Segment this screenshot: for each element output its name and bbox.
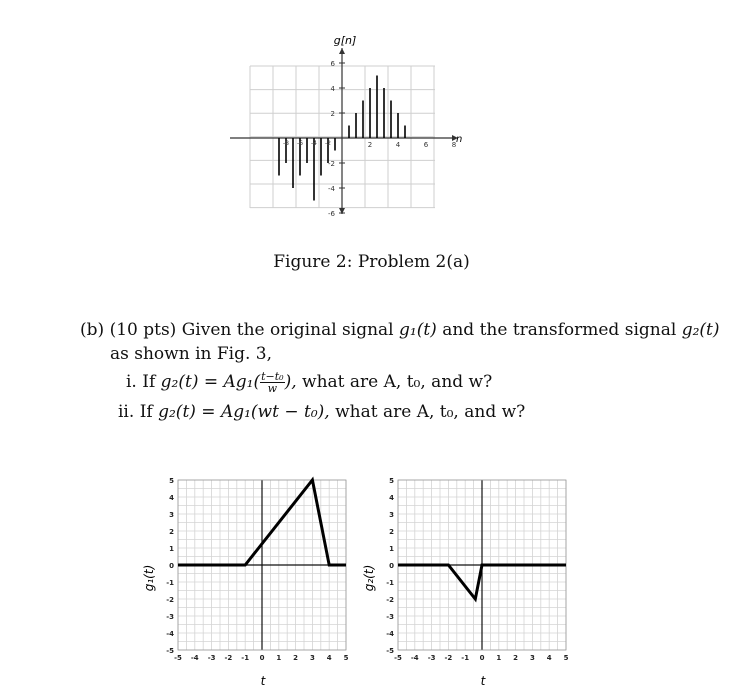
figure2-ylabel: g[n]	[333, 34, 357, 47]
subquestion-ii-question: what are A, t₀, and w?	[335, 402, 526, 422]
y-tick-label: -2	[386, 596, 394, 604]
y-tick-label: 4	[169, 494, 174, 502]
y-tick-label: 4	[330, 85, 335, 93]
x-tick-label: 2	[367, 141, 373, 149]
subquestion-i-eq-left: g₂(t) = Ag₁(	[160, 372, 261, 392]
x-tick-label: 2	[293, 654, 299, 662]
g2-tick-labels	[386, 477, 568, 662]
g1-ylabel: g₁(t)	[142, 564, 156, 592]
x-tick-label: -4	[190, 654, 199, 662]
y-tick-label: 6	[330, 60, 335, 68]
y-tick-label: -4	[166, 630, 174, 638]
y-tick-label: -5	[386, 647, 394, 655]
figure3-g2-plot	[360, 468, 575, 693]
figure2-tick-labels	[283, 60, 456, 218]
problem-b-label: (b)	[80, 320, 105, 340]
y-axis-arrow	[339, 48, 345, 54]
y-tick-label: -1	[386, 579, 394, 587]
y-tick-label: -4	[328, 185, 335, 193]
x-tick-label: 6	[423, 141, 429, 149]
g1-tick-labels	[166, 477, 348, 662]
y-tick-label: 5	[389, 477, 394, 485]
figure3-g1-plot	[140, 468, 355, 693]
problem-b-g1t: g₁(t)	[399, 320, 437, 340]
subquestion-i	[126, 370, 492, 394]
x-tick-label: 5	[563, 654, 569, 662]
x-tick-label: 0	[259, 654, 265, 662]
y-tick-label: 0	[389, 562, 394, 570]
y-tick-label: -3	[386, 613, 394, 621]
figure2-xlabel: n	[456, 134, 463, 145]
y-tick-label: 4	[389, 494, 394, 502]
figure2-caption: Figure 2: Problem 2(a)	[273, 252, 470, 272]
g2-xlabel: t	[480, 674, 486, 688]
figure2-stem-plot	[230, 28, 470, 218]
problem-b	[80, 318, 720, 342]
x-tick-label: -8	[283, 140, 289, 147]
y-tick-label: -5	[166, 647, 174, 655]
x-tick-label: -3	[427, 654, 436, 662]
figure2-axes	[230, 48, 458, 214]
subquestion-ii-eq: g₂(t) = Ag₁(wt − t₀),	[158, 402, 330, 422]
problem-b-line2: as shown in Fig. 3,	[110, 344, 273, 364]
x-tick-label: 3	[529, 654, 535, 662]
fraction-denominator: w	[267, 382, 278, 395]
x-tick-label: -4	[311, 140, 317, 147]
g1-xlabel: t	[260, 674, 266, 688]
x-tick-label: -2	[444, 654, 453, 662]
problem-b-points: (10 pts)	[109, 320, 177, 340]
fraction-numerator: t−t₀	[261, 370, 284, 383]
y-tick-label: 5	[169, 477, 174, 485]
y-tick-label: 0	[169, 562, 174, 570]
g2-ylabel: g₂(t)	[362, 564, 376, 592]
y-tick-label: 2	[169, 528, 174, 536]
y-tick-label: -2	[166, 596, 174, 604]
subquestion-i-question: what are A, t₀, and w?	[302, 372, 493, 392]
x-tick-label: -5	[394, 654, 402, 662]
x-tick-label: 0	[479, 654, 485, 662]
problem-b-text1: Given the original signal	[181, 320, 394, 340]
x-tick-label: -3	[207, 654, 216, 662]
x-tick-label: 4	[326, 654, 332, 662]
problem-b-g2t: g₂(t)	[681, 320, 720, 340]
y-tick-label: -4	[386, 630, 394, 638]
y-tick-label: -3	[166, 613, 174, 621]
x-tick-label: -5	[174, 654, 182, 662]
x-tick-label: 1	[276, 654, 282, 662]
x-tick-label: -2	[325, 140, 331, 147]
subquestion-ii-if: If	[139, 402, 153, 422]
x-tick-label: 4	[546, 654, 552, 662]
subquestion-i-eq-right: ),	[284, 372, 297, 392]
y-tick-label: 3	[389, 511, 394, 519]
y-tick-label: 1	[169, 545, 174, 553]
x-tick-label: 4	[395, 141, 401, 149]
x-tick-label: -1	[241, 654, 250, 662]
x-tick-label: 8	[451, 141, 457, 149]
problem-b-text2: and the transformed signal	[442, 320, 677, 340]
subquestion-ii-label: ii.	[118, 402, 135, 422]
x-tick-label: 5	[343, 654, 349, 662]
subquestion-i-if: If	[142, 372, 156, 392]
subquestion-i-label: i.	[126, 372, 137, 392]
y-tick-label: -6	[328, 210, 335, 218]
x-tick-label: 3	[309, 654, 315, 662]
x-tick-label: 1	[496, 654, 502, 662]
y-tick-label: -2	[328, 160, 335, 168]
subquestion-i-fraction	[260, 371, 284, 394]
y-tick-label: 1	[389, 545, 394, 553]
x-tick-label: -1	[461, 654, 470, 662]
y-tick-label: 2	[389, 528, 394, 536]
y-tick-label: 2	[330, 110, 335, 118]
subquestion-ii	[118, 400, 525, 424]
y-tick-label: 3	[169, 511, 174, 519]
x-tick-label: -4	[410, 654, 419, 662]
y-tick-label: -1	[166, 579, 174, 587]
x-tick-label: -2	[224, 654, 233, 662]
x-tick-label: -6	[297, 140, 303, 147]
x-tick-label: 2	[513, 654, 519, 662]
